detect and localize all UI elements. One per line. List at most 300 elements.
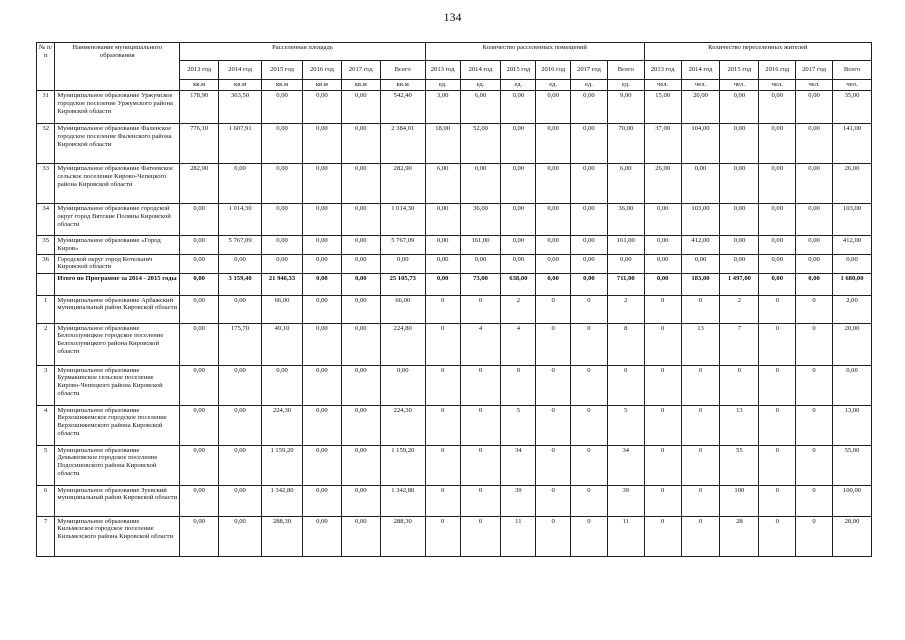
row-number: 33 <box>37 164 55 204</box>
table-cell: 0 <box>644 485 681 516</box>
table-cell: 0 <box>796 405 833 445</box>
row-number: 6 <box>37 485 55 516</box>
table-cell: 0 <box>571 323 608 365</box>
table-cell: 11 <box>607 516 644 556</box>
table-cell: 0 <box>460 295 501 323</box>
table-cell: 0,00 <box>644 273 681 295</box>
table-cell: 100 <box>720 485 759 516</box>
header-unit-people-1: чел. <box>681 80 720 91</box>
table-cell: 0,00 <box>219 254 262 273</box>
table-cell: 2 <box>607 295 644 323</box>
table-cell: 5 <box>607 405 644 445</box>
header-unit-rooms-0: ед. <box>425 80 460 91</box>
header-unit-area-2: кв.м <box>262 80 303 91</box>
table-cell: 0 <box>460 405 501 445</box>
table-cell: 0,00 <box>796 204 833 236</box>
table-cell: 0,00 <box>571 273 608 295</box>
header-year-rooms-0: 2013 год <box>425 61 460 80</box>
municipality-name: Муниципальное образование Белохолуницкое городское поселение Белохолуницкого района Кировской области <box>55 323 180 365</box>
table-cell: 0,00 <box>759 254 796 273</box>
table-cell: 49,10 <box>262 323 303 365</box>
table-body <box>37 91 872 557</box>
table-cell: 0,00 <box>720 236 759 255</box>
header-unit-rooms-2: ед. <box>501 80 536 91</box>
table-cell: 9,00 <box>607 91 644 124</box>
table-cell: 0,00 <box>501 254 536 273</box>
header-unit-people-3: чел. <box>759 80 796 91</box>
table-cell: 0 <box>681 295 720 323</box>
table-cell: 0,00 <box>180 445 219 485</box>
table-cell: 0,00 <box>425 236 460 255</box>
table-cell: 0,00 <box>796 236 833 255</box>
table-cell: 178,90 <box>180 91 219 124</box>
table-cell: 8 <box>607 323 644 365</box>
table-cell: 0,00 <box>341 295 380 323</box>
table-cell: 0,00 <box>759 236 796 255</box>
row-number: 36 <box>37 254 55 273</box>
table-cell: 2,00 <box>832 295 871 323</box>
table-cell: 3 159,40 <box>219 273 262 295</box>
page-number: 134 <box>443 10 462 24</box>
header-year-area-4: 2017 год <box>341 61 380 80</box>
table-cell: 0 <box>796 323 833 365</box>
table-cell: 0,00 <box>720 91 759 124</box>
table-cell: 0,00 <box>501 204 536 236</box>
table-cell: 25 105,73 <box>380 273 425 295</box>
table-cell: 0 <box>571 485 608 516</box>
table-cell: 73,00 <box>460 273 501 295</box>
table-cell: 0,00 <box>460 164 501 204</box>
header-unit-area-0: кв.м <box>180 80 219 91</box>
header-unit-area-3: кв.м <box>302 80 341 91</box>
table-cell: 0,00 <box>341 164 380 204</box>
table-cell: 0,00 <box>607 254 644 273</box>
table-cell: 7 <box>720 323 759 365</box>
table-cell: 0,00 <box>536 273 571 295</box>
table-cell: 1 342,80 <box>380 485 425 516</box>
header-unit-people-2: чел. <box>720 80 759 91</box>
header-group-people: Количество переселенных жителей <box>644 43 871 61</box>
table-cell: 776,10 <box>180 124 219 164</box>
header-year-area-5: Всего <box>380 61 425 80</box>
table-cell: 0,00 <box>796 273 833 295</box>
table-cell: 55 <box>720 445 759 485</box>
table-cell: 363,50 <box>219 91 262 124</box>
table-cell: 0 <box>536 445 571 485</box>
table-cell: 0,00 <box>380 254 425 273</box>
table-cell: 6,00 <box>425 164 460 204</box>
table-row <box>37 91 872 124</box>
table-row <box>37 485 872 516</box>
table-cell: 0 <box>425 516 460 556</box>
table-cell: 2 384,01 <box>380 124 425 164</box>
table-cell: 6,00 <box>607 164 644 204</box>
table-row <box>37 273 872 295</box>
resettlement-table <box>36 42 872 557</box>
table-cell: 0 <box>460 516 501 556</box>
table-cell: 0,00 <box>425 254 460 273</box>
table-row <box>37 254 872 273</box>
row-number: 32 <box>37 124 55 164</box>
table-cell: 0 <box>796 295 833 323</box>
table-cell: 34 <box>501 445 536 485</box>
table-cell: 20,00 <box>832 323 871 365</box>
table-cell: 0,00 <box>341 204 380 236</box>
table-cell: 66,00 <box>380 295 425 323</box>
table-cell: 100,00 <box>832 485 871 516</box>
municipality-name: Городской округ город Котельнич Кировской области <box>55 254 180 273</box>
table-cell: 0 <box>759 295 796 323</box>
table-cell: 0,00 <box>720 204 759 236</box>
table-cell: 0,00 <box>341 365 380 405</box>
table-cell: 0 <box>607 365 644 405</box>
table-cell: 13 <box>681 323 720 365</box>
table-cell: 0 <box>571 405 608 445</box>
table-cell: 0 <box>571 365 608 405</box>
table-cell: 0,00 <box>180 485 219 516</box>
table-cell: 0,00 <box>302 405 341 445</box>
table-cell: 0,00 <box>501 91 536 124</box>
table-cell: 0,00 <box>180 254 219 273</box>
table-cell: 0,00 <box>341 236 380 255</box>
table-row <box>37 236 872 255</box>
table-cell: 161,00 <box>607 236 644 255</box>
table-row <box>37 124 872 164</box>
table-cell: 0,00 <box>262 236 303 255</box>
header-year-area-2: 2015 год <box>262 61 303 80</box>
table-cell: 1 342,80 <box>262 485 303 516</box>
table-cell: 0,00 <box>720 254 759 273</box>
table-cell: 0 <box>759 485 796 516</box>
table-cell: 0 <box>460 365 501 405</box>
table-cell: 18,00 <box>425 124 460 164</box>
table-cell: 0,00 <box>180 204 219 236</box>
table-cell: 0 <box>644 295 681 323</box>
table-cell: 0 <box>536 405 571 445</box>
table-cell: 0,00 <box>262 124 303 164</box>
table-cell: 1 014,30 <box>219 204 262 236</box>
table-row <box>37 365 872 405</box>
table-cell: 1 680,00 <box>832 273 871 295</box>
table-cell: 0,00 <box>341 273 380 295</box>
header-unit-area-4: кв.м <box>341 80 380 91</box>
table-cell: 15,00 <box>644 91 681 124</box>
table-cell: 0,00 <box>759 273 796 295</box>
header-year-rooms-2: 2015 год <box>501 61 536 80</box>
table-cell: 0,00 <box>302 254 341 273</box>
table-cell: 0,00 <box>302 273 341 295</box>
table-cell: 0,00 <box>180 323 219 365</box>
table-cell: 0 <box>425 323 460 365</box>
table-cell: 0,00 <box>644 204 681 236</box>
table-cell: 0 <box>425 295 460 323</box>
header-year-rooms-4: 2017 год <box>571 61 608 80</box>
row-number: 35 <box>37 236 55 255</box>
table-cell: 0,00 <box>501 236 536 255</box>
table-row <box>37 445 872 485</box>
table-cell: 0,00 <box>180 516 219 556</box>
table-cell: 0 <box>720 365 759 405</box>
table-cell: 0 <box>759 405 796 445</box>
table-cell: 34 <box>607 445 644 485</box>
table-cell: 1 159,20 <box>380 445 425 485</box>
table-cell: 0,00 <box>720 124 759 164</box>
table-cell: 28,00 <box>832 516 871 556</box>
row-number: 1 <box>37 295 55 323</box>
table-cell: 0 <box>644 445 681 485</box>
table-cell: 0 <box>759 445 796 485</box>
table-cell: 4 <box>501 323 536 365</box>
table-cell: 0 <box>681 516 720 556</box>
table-cell: 20,00 <box>681 91 720 124</box>
table-cell: 224,80 <box>380 323 425 365</box>
header-group-area: Расселенная площадь <box>180 43 426 61</box>
table-cell: 0 <box>571 516 608 556</box>
table-cell: 0 <box>644 323 681 365</box>
table-row <box>37 295 872 323</box>
municipality-name: Муниципальное образование Зуевский муниципальный район Кировской области <box>55 485 180 516</box>
table-cell: 0,00 <box>571 124 608 164</box>
table-cell: 0,00 <box>644 254 681 273</box>
table-cell: 0,00 <box>180 295 219 323</box>
table-cell: 13,00 <box>832 405 871 445</box>
row-number: 4 <box>37 405 55 445</box>
table-cell: 0,00 <box>219 164 262 204</box>
table-cell: 5 767,09 <box>219 236 262 255</box>
table-cell: 0,00 <box>262 254 303 273</box>
table-cell: 0 <box>536 365 571 405</box>
table-cell: 0,00 <box>180 365 219 405</box>
table-cell: 0,00 <box>571 204 608 236</box>
table-cell: 0 <box>536 516 571 556</box>
table-cell: 0,00 <box>759 204 796 236</box>
table-cell: 6,00 <box>460 91 501 124</box>
header-year-people-4: 2017 год <box>796 61 833 80</box>
header-year-people-2: 2015 год <box>720 61 759 80</box>
table-cell: 0,00 <box>302 204 341 236</box>
table-cell: 0,00 <box>341 323 380 365</box>
header-year-rooms-1: 2014 год <box>460 61 501 80</box>
header-no: № п/п <box>37 43 55 91</box>
table-cell: 1 607,91 <box>219 124 262 164</box>
table-cell: 0,00 <box>380 365 425 405</box>
table-cell: 0,00 <box>796 254 833 273</box>
table-cell: 0,00 <box>302 164 341 204</box>
table-cell: 28 <box>720 516 759 556</box>
table-cell: 0,00 <box>219 295 262 323</box>
header-group-rooms: Количество расселенных помещений <box>425 43 644 61</box>
table-cell: 0,00 <box>796 164 833 204</box>
table-cell: 0,00 <box>262 204 303 236</box>
table-cell: 0,00 <box>180 273 219 295</box>
header-unit-people-5: чел. <box>832 80 871 91</box>
table-cell: 36,00 <box>460 204 501 236</box>
header-year-rooms-5: Всего <box>607 61 644 80</box>
table-cell: 0 <box>536 485 571 516</box>
table-cell: 0,00 <box>302 295 341 323</box>
table-cell: 52,00 <box>460 124 501 164</box>
table-cell: 0 <box>571 295 608 323</box>
header-year-people-0: 2013 год <box>644 61 681 80</box>
municipality-name: Муниципальное образование Кильмезское городское поселение Кильмезского района Кировской области <box>55 516 180 556</box>
table-cell: 0,00 <box>796 91 833 124</box>
table-cell: 104,00 <box>681 124 720 164</box>
municipality-name: Муниципальное образование Верхошижемское городское поселение Верхошижемского района Кировской области <box>55 405 180 445</box>
table-cell: 0 <box>681 365 720 405</box>
table-cell: 282,90 <box>180 164 219 204</box>
municipality-name: Муниципальное образование «Город Киров» <box>55 236 180 255</box>
table-cell: 0,00 <box>302 365 341 405</box>
table-cell: 2 <box>501 295 536 323</box>
table-cell: 0 <box>644 516 681 556</box>
table-cell: 1 497,00 <box>720 273 759 295</box>
row-number: 34 <box>37 204 55 236</box>
table-cell: 21 946,33 <box>262 273 303 295</box>
header-name: Наименование муниципального образования <box>55 43 180 91</box>
table-cell: 103,00 <box>832 204 871 236</box>
header-unit-rooms-4: ед. <box>571 80 608 91</box>
table-cell: 0,00 <box>501 124 536 164</box>
municipality-name: Муниципальное образование Арбажский муниципальный район Кировской области <box>55 295 180 323</box>
table-cell: 70,00 <box>607 124 644 164</box>
table-cell: 0,00 <box>302 485 341 516</box>
table-cell: 0,00 <box>536 254 571 273</box>
table-cell: 103,00 <box>681 204 720 236</box>
row-number: 3 <box>37 365 55 405</box>
municipality-name: Муниципальное образование Бурмакинское сельское поселение Кирово-Чепецкого района Кировской области <box>55 365 180 405</box>
table-cell: 0 <box>644 405 681 445</box>
table-cell: 0,00 <box>180 236 219 255</box>
table-cell: 0,00 <box>219 516 262 556</box>
table-cell: 0 <box>425 485 460 516</box>
table-cell: 0 <box>571 445 608 485</box>
table-cell: 5 <box>501 405 536 445</box>
table-cell: 5 767,09 <box>380 236 425 255</box>
table-cell: 0 <box>681 405 720 445</box>
municipality-name: Муниципальное образование Уржумское городское поселение Уржумского района Кировской области <box>55 91 180 124</box>
header-year-rooms-3: 2016 год <box>536 61 571 80</box>
table-cell: 161,00 <box>460 236 501 255</box>
table-cell: 0 <box>501 365 536 405</box>
table-cell: 412,00 <box>681 236 720 255</box>
table-cell: 0 <box>796 485 833 516</box>
table-cell: 141,00 <box>832 124 871 164</box>
table-cell: 0 <box>796 365 833 405</box>
header-year-people-3: 2016 год <box>759 61 796 80</box>
header-year-people-5: Всего <box>832 61 871 80</box>
table-cell: 0 <box>536 295 571 323</box>
table-cell: 0 <box>681 445 720 485</box>
table-cell: 0,00 <box>262 91 303 124</box>
header-unit-area-1: кв.м <box>219 80 262 91</box>
table-cell: 0,00 <box>302 516 341 556</box>
row-number: 2 <box>37 323 55 365</box>
table-cell: 39 <box>607 485 644 516</box>
table-cell: 0 <box>460 485 501 516</box>
header-year-area-1: 2014 год <box>219 61 262 80</box>
header-year-area-3: 2016 год <box>302 61 341 80</box>
table-cell: 0,00 <box>759 124 796 164</box>
table-cell: 0,00 <box>341 405 380 445</box>
table-cell: 0,00 <box>796 124 833 164</box>
table-cell: 26,00 <box>644 164 681 204</box>
municipality-name: Муниципальное образование Демьяновское городское поселение Подосиновского района Кировской области <box>55 445 180 485</box>
header-unit-rooms-5: ед. <box>607 80 644 91</box>
table-cell: 0,00 <box>219 445 262 485</box>
table-cell: 0,00 <box>302 323 341 365</box>
table-cell: 66,00 <box>262 295 303 323</box>
table-cell: 0 <box>536 323 571 365</box>
table-cell: 0,00 <box>262 365 303 405</box>
table-cell: 0,00 <box>832 254 871 273</box>
table-row <box>37 164 872 204</box>
table-cell: 1 159,20 <box>262 445 303 485</box>
table-cell: 288,30 <box>380 516 425 556</box>
table-row <box>37 323 872 365</box>
table-cell: 0 <box>796 516 833 556</box>
table-cell: 0 <box>644 365 681 405</box>
table-cell: 542,40 <box>380 91 425 124</box>
table-cell: 0,00 <box>536 91 571 124</box>
table-cell: 0,00 <box>262 164 303 204</box>
table-cell: 0,00 <box>571 236 608 255</box>
municipality-name: Муниципальное образование городской округ город Вятские Поляны Кировской области <box>55 204 180 236</box>
municipality-name: Муниципальное образование Фаленское городское поселение Фаленского района Кировской области <box>55 124 180 164</box>
table-cell: 11 <box>501 516 536 556</box>
table-cell: 0,00 <box>571 164 608 204</box>
table-cell: 175,70 <box>219 323 262 365</box>
table-cell: 39 <box>501 485 536 516</box>
table-cell: 0,00 <box>759 164 796 204</box>
table-cell: 0,00 <box>302 445 341 485</box>
table-cell: 638,00 <box>501 273 536 295</box>
table-cell: 183,00 <box>681 273 720 295</box>
table-cell: 0,00 <box>681 164 720 204</box>
header-row-groups <box>37 43 872 61</box>
table-cell: 0,00 <box>832 365 871 405</box>
table-cell: 0,00 <box>302 91 341 124</box>
table-cell: 0,00 <box>302 124 341 164</box>
table-cell: 0 <box>425 405 460 445</box>
table-cell: 0 <box>425 365 460 405</box>
table-cell: 0,00 <box>460 254 501 273</box>
municipality-name: Итого по Программе за 2014 - 2015 годы <box>55 273 180 295</box>
table-cell: 0,00 <box>536 236 571 255</box>
table-cell: 0,00 <box>219 365 262 405</box>
table-cell: 0 <box>681 485 720 516</box>
table-cell: 282,90 <box>380 164 425 204</box>
table-cell: 0,00 <box>501 164 536 204</box>
table-cell: 0,00 <box>571 91 608 124</box>
table-cell: 412,00 <box>832 236 871 255</box>
table-cell: 0,00 <box>425 204 460 236</box>
table-cell: 0 <box>759 323 796 365</box>
table-cell: 0,00 <box>341 516 380 556</box>
header-unit-rooms-3: ед. <box>536 80 571 91</box>
table-cell: 711,00 <box>607 273 644 295</box>
table-cell: 13 <box>720 405 759 445</box>
table-cell: 0,00 <box>219 485 262 516</box>
table-row <box>37 405 872 445</box>
municipality-name: Муниципальное образование Фатеевское сельское поселение Кирово-Чепецкого района Кировской области <box>55 164 180 204</box>
table-cell: 0,00 <box>571 254 608 273</box>
table-cell: 0,00 <box>341 254 380 273</box>
header-year-people-1: 2014 год <box>681 61 720 80</box>
row-number: 31 <box>37 91 55 124</box>
table-cell: 288,30 <box>262 516 303 556</box>
table-cell: 0 <box>759 516 796 556</box>
header-unit-people-4: чел. <box>796 80 833 91</box>
